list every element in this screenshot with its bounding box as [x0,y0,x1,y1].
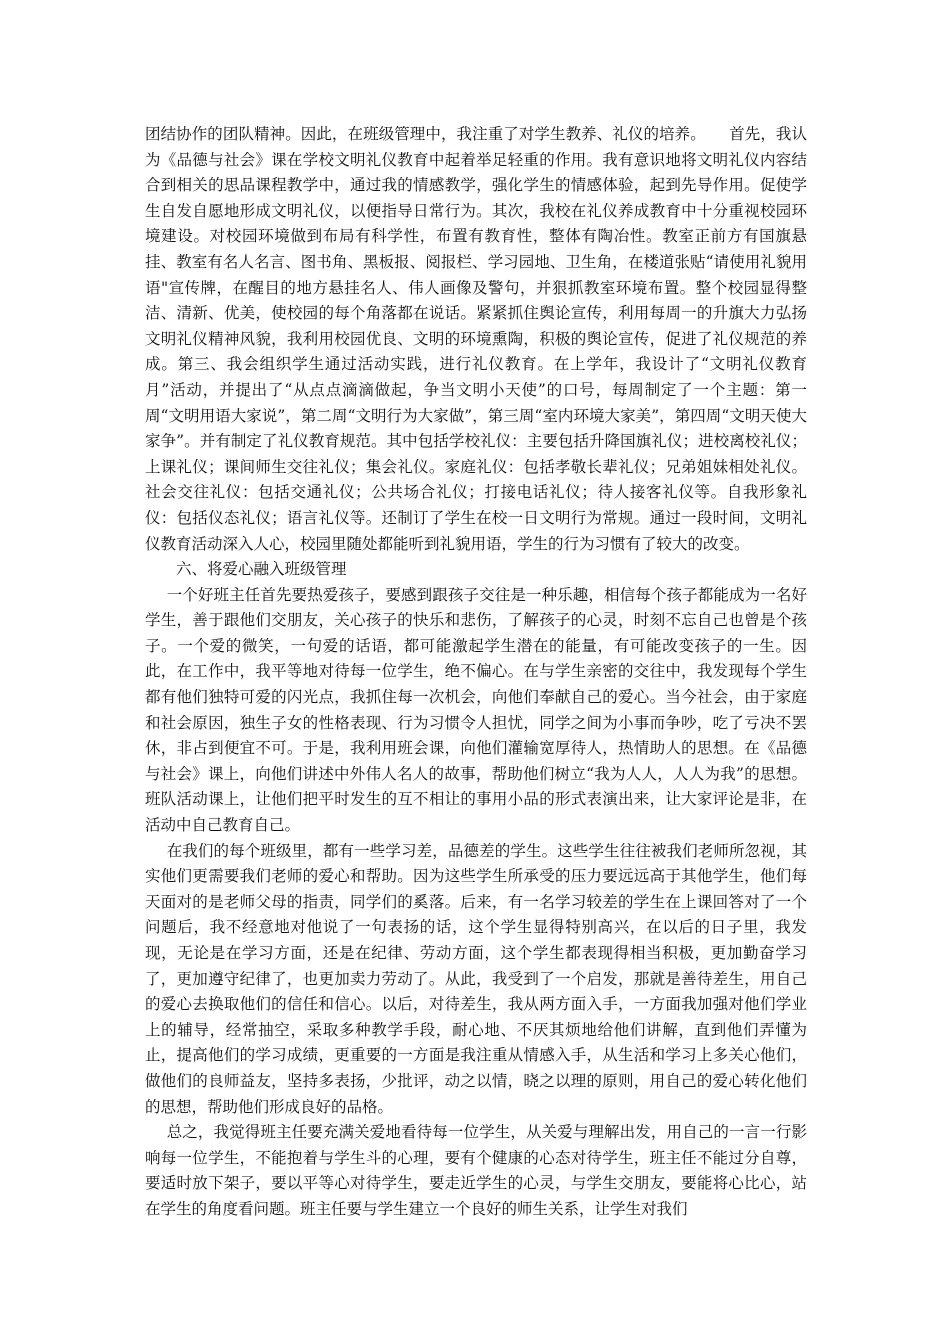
paragraph-conclusion: 总之，我觉得班主任要充满关爱地看待每一位学生，从关爱与理解出发，用自己的一言一行影响每一位学生，不能抱着与学生斗的心理，要有个健康的心态对待学生，班主任不能过分自尊，要适时放下架子，要以平等心对待学生，要走近学生的心灵，与学生交朋友，要能将心比心，站在学生的角度看问题。班主任要与学生建立一个良好的师生关系，让学生对我们 [145,1123,807,1218]
document-page [145,122,807,1223]
paragraph-love-children: 一个好班主任首先要热爱孩子，要感到跟孩子交往是一种乐趣，相信每个孩子都能成为一名好学生，善于跟他们交朋友，关心孩子的快乐和悲伤，了解孩子的心灵，时刻不忘自己也曾是个孩子。一个爱的微笑，一句爱的话语，都可能激起学生潜在的能量，有可能改变孩子的一生。因此，在工作中，我平等地对待每一位学生，绝不偏心。在与学生亲密的交往中，我发现每个学生都有他们独特可爱的闪光点，我抓住每一次机会，向他们奉献自己的爱心。当今社会，由于家庭和社会原因，独生子女的性格表现、行为习惯令人担忧，同学之间为小事而争吵，吃了亏决不罢休，非占到便宜不可。于是，我利用班会课，向他们灌输宽厚待人，热情助人的思想。在《品德与社会》课上，向他们讲述中外伟人名人的故事，帮助他们树立“我为人人，人人为我”的思想。班队活动课上，让他们把平时发生的互不相让的事用小品的形式表演出来，让大家评论是非，在活动中自己教育自己。 [145,585,807,835]
section-heading-love: 六、将爱心融入班级管理 [176,560,347,579]
paragraph-etiquette-education: 团结协作的团队精神。因此，在班级管理中，我注重了对学生教养、礼仪的培养。 首先，我认为《品德与社会》课在学校文明礼仪教育中起着举足轻重的作用。我有意识地将文明礼仪内容结合到相关的思品课程教学中，通过我的情感教学，强化学生的情感体验，起到先导作用。促使学生自发自愿地形成文明礼仪，以便指导日常行为。其次，我校在礼仪养成教育中十分重视校园环境建设。对校园环境做到布局有科学性，布置有教育性，整体有陶冶性。教室正前方有国旗悬挂、教室有名人名言、图书角、黑板报、阅报栏、学习园地、卫生角，在楼道张贴“请使用礼貌用语"宣传牌，在醒目的地方悬挂名人、伟人画像及警句，并狠抓教室环境布置。整个校园显得整洁、清新、优美，使校园的每个角落都在说话。紧紧抓住舆论宣传，利用每周一的升旗大力弘扬文明礼仪精神风貌，我利用校园优良、文明的环境熏陶，积极的舆论宣传，促进了礼仪规范的养成。第三、我会组织学生通过活动实践，进行礼仪教育。在上学年，我设计了“文明礼仪教育月”活动，并提出了“从点点滴滴做起，争当文明小天使”的口号，每周制定了一个主题：第一周“文明用语大家说”，第二周“文明行为大家做”，第三周“室内环境大家美”，第四周“文明天使大家争”。并有制定了礼仪教育规范。其中包括学校礼仪：主要包括升降国旗礼仪；进校离校礼仪；上课礼仪；课间师生交往礼仪；集会礼仪。家庭礼仪：包括孝敬长辈礼仪；兄弟姐妹相处礼仪。社会交往礼仪：包括交通礼仪；公共场合礼仪；打接电话礼仪；待人接客礼仪等。自我形象礼仪：包括仪态礼仪；语言礼仪等。还制订了学生在校一日文明行为常规。通过一段时间，文明礼仪教育活动深入人心，校园里随处都能听到礼貌用语，学生的行为习惯有了较大的改变。 [145,125,807,553]
paragraph-struggling-students: 在我们的每个班级里，都有一些学习差，品德差的学生。这些学生往往被我们老师所忽视，其实他们更需要我们老师的爱心和帮助。因为这些学生所承受的压力要远远高于其他学生，他们每天面对的是老师父母的指责，同学们的奚落。后来，有一名学习较差的学生在上课回答对了一个问题后，我不经意地对他说了一句表扬的话，这个学生显得特别高兴，在以后的日子里，我发现，无论是在学习方面，还是在纪律、劳动方面，这个学生都表现得相当积极，更加勤奋学习了，更加遵守纪律了，也更加卖力劳动了。从此，我受到了一个启发，那就是善待差生，用自己的爱心去换取他们的信任和信心。以后，对待差生，我从两方面入手，一方面我加强对他们学业上的辅导，经常抽空，采取多种教学手段，耐心地、不厌其烦地给他们讲解，直到他们弄懂为止，提高他们的学习成绩，更重要的一方面是我注重从情感入手，从生活和学习上多关心他们，做他们的良师益友，坚持多表扬，少批评，动之以情，晓之以理的原则，用自己的爱心转化他们的思想，帮助他们形成良好的品格。 [145,841,807,1116]
